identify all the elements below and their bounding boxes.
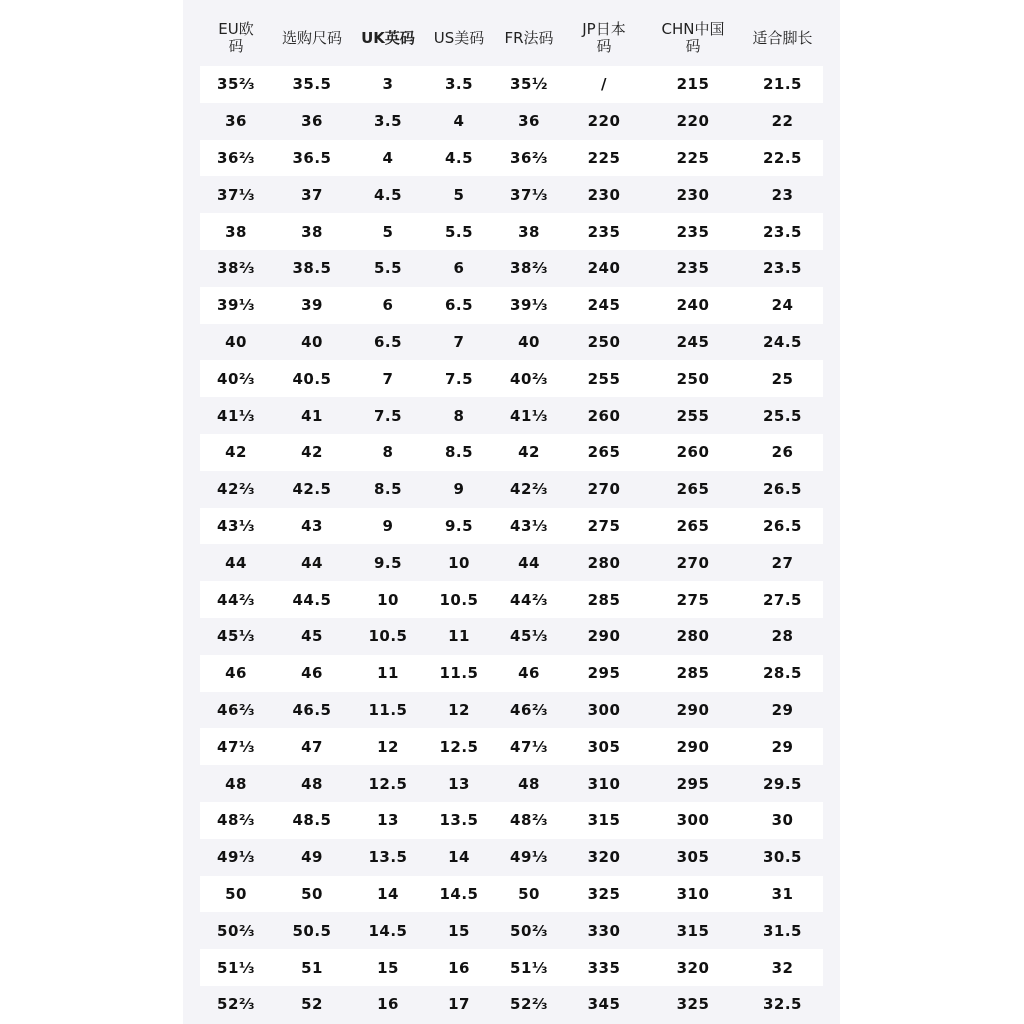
table-cell: 26: [771, 443, 794, 462]
table-cell: 40.5: [292, 369, 332, 388]
table-cell: 260: [676, 443, 710, 462]
table-cell: 36: [225, 112, 247, 131]
table-cell: 285: [587, 590, 621, 609]
column-header: 选购尺码: [281, 28, 342, 47]
table-row: [200, 471, 823, 508]
table-cell: 5.5: [444, 222, 474, 241]
table-cell: 50⅔: [217, 921, 255, 940]
column-header: EU欧 码: [218, 20, 254, 55]
table-cell: 38⅔: [217, 259, 255, 278]
table-row: [200, 655, 823, 692]
table-cell: 315: [587, 811, 621, 830]
table-cell: 17: [448, 995, 470, 1014]
table-cell: 235: [587, 222, 621, 241]
table-row: [200, 839, 823, 876]
table-cell: 39⅓: [510, 296, 548, 315]
table-cell: 240: [676, 296, 710, 315]
table-cell: 31.5: [762, 921, 802, 940]
table-cell: 285: [676, 664, 710, 683]
table-cell: 38⅔: [510, 259, 548, 278]
table-cell: 48: [518, 774, 540, 793]
table-cell: 15: [377, 958, 399, 977]
table-cell: 42⅔: [217, 480, 255, 499]
table-cell: 7: [382, 369, 394, 388]
table-cell: 45⅓: [510, 627, 548, 646]
table-cell: 10.5: [439, 590, 479, 609]
table-cell: 5: [453, 185, 465, 204]
table-cell: 13: [448, 774, 470, 793]
table-row: [200, 912, 823, 949]
table-cell: 13.5: [368, 848, 408, 867]
table-cell: 42: [225, 443, 247, 462]
table-cell: 11.5: [368, 700, 408, 719]
table-cell: 25: [771, 369, 794, 388]
table-cell: 26.5: [762, 480, 802, 499]
table-row: [200, 434, 823, 471]
table-cell: 47: [301, 737, 323, 756]
table-cell: 245: [587, 296, 621, 315]
table-cell: 4: [382, 148, 394, 167]
table-cell: 7: [453, 332, 465, 351]
table-row: [200, 66, 823, 103]
table-row: [200, 765, 823, 802]
table-cell: 320: [587, 848, 621, 867]
table-cell: 43⅓: [510, 516, 548, 535]
table-cell: 9: [382, 516, 394, 535]
table-cell: 51⅓: [217, 958, 255, 977]
table-cell: 4.5: [373, 185, 403, 204]
table-row: [200, 986, 823, 1023]
table-row: [200, 397, 823, 434]
table-cell: 7.5: [444, 369, 474, 388]
table-cell: 290: [676, 737, 710, 756]
table-cell: 250: [587, 332, 621, 351]
table-cell: 40: [225, 332, 247, 351]
table-cell: 46: [518, 664, 540, 683]
table-cell: 40: [301, 332, 323, 351]
table-cell: 35⅔: [217, 75, 255, 94]
table-cell: 46⅔: [510, 700, 548, 719]
table-cell: 3.5: [373, 112, 403, 131]
table-row: [200, 360, 823, 397]
table-cell: 38: [225, 222, 247, 241]
table-cell: 41: [301, 406, 323, 425]
table-row: [200, 140, 823, 177]
table-cell: 230: [587, 185, 621, 204]
table-cell: 36: [518, 112, 540, 131]
table-cell: 52⅔: [217, 995, 255, 1014]
column-header: JP日本 码: [582, 20, 626, 55]
table-cell: 27: [771, 553, 794, 572]
table-cell: 300: [587, 700, 621, 719]
table-cell: 6.5: [444, 296, 474, 315]
table-cell: 235: [676, 222, 710, 241]
table-cell: 29: [771, 737, 794, 756]
table-cell: 235: [676, 259, 710, 278]
table-cell: 245: [676, 332, 710, 351]
table-cell: 28: [771, 627, 794, 646]
table-cell: 260: [587, 406, 621, 425]
table-cell: 345: [587, 995, 621, 1014]
table-row: [200, 287, 823, 324]
column-header: US美码: [433, 28, 485, 47]
table-cell: 47⅓: [510, 737, 548, 756]
table-cell: 52: [301, 995, 323, 1014]
table-cell: 12: [448, 700, 470, 719]
table-cell: 275: [676, 590, 710, 609]
table-cell: 32: [771, 958, 794, 977]
table-cell: 23: [771, 185, 794, 204]
table-cell: 24: [771, 296, 794, 315]
table-cell: 41⅓: [217, 406, 255, 425]
column-header: 适合脚长: [752, 28, 813, 47]
table-cell: 52⅔: [510, 995, 548, 1014]
table-row: [200, 949, 823, 986]
table-cell: 31: [771, 884, 794, 903]
table-cell: 9.5: [373, 553, 403, 572]
table-cell: 50.5: [292, 921, 332, 940]
table-row: [200, 213, 823, 250]
table-cell: 50⅔: [510, 921, 548, 940]
table-cell: 35.5: [292, 75, 332, 94]
table-cell: 40: [518, 332, 540, 351]
table-cell: 46.5: [292, 700, 332, 719]
table-cell: 42: [301, 443, 323, 462]
table-cell: 12.5: [439, 737, 479, 756]
table-cell: 290: [676, 700, 710, 719]
table-cell: 4.5: [444, 148, 474, 167]
table-cell: 310: [587, 774, 621, 793]
table-cell: 43⅓: [217, 516, 255, 535]
table-row: [200, 544, 823, 581]
table-cell: 46: [301, 664, 323, 683]
table-cell: 14: [377, 884, 399, 903]
table-cell: 10: [377, 590, 399, 609]
table-cell: 8: [453, 406, 465, 425]
table-cell: 36⅔: [217, 148, 255, 167]
table-cell: 16: [377, 995, 399, 1014]
table-cell: 12.5: [368, 774, 408, 793]
table-cell: 14: [448, 848, 470, 867]
table-cell: 43: [301, 516, 323, 535]
table-cell: 44⅔: [510, 590, 548, 609]
table-cell: 280: [587, 553, 621, 572]
table-cell: 37⅓: [510, 185, 548, 204]
table-cell: 49⅓: [510, 848, 548, 867]
table-cell: 325: [676, 995, 710, 1014]
table-cell: 295: [587, 664, 621, 683]
table-cell: 44: [301, 553, 323, 572]
table-cell: 305: [587, 737, 621, 756]
table-cell: 265: [587, 443, 621, 462]
table-cell: 11: [377, 664, 399, 683]
table-cell: 11.5: [439, 664, 479, 683]
table-cell: 42⅔: [510, 480, 548, 499]
table-cell: 30.5: [762, 848, 802, 867]
table-row: [200, 176, 823, 213]
table-cell: 29: [771, 700, 794, 719]
table-cell: 10: [448, 553, 470, 572]
table-cell: 215: [676, 75, 710, 94]
table-row: [200, 618, 823, 655]
table-cell: 320: [676, 958, 710, 977]
table-cell: 42: [518, 443, 540, 462]
size-chart-header-row: [200, 10, 823, 66]
table-cell: 36: [301, 112, 323, 131]
table-cell: 15: [448, 921, 470, 940]
table-cell: 225: [676, 148, 710, 167]
table-cell: 275: [587, 516, 621, 535]
table-cell: 38: [301, 222, 323, 241]
table-cell: 8: [382, 443, 394, 462]
table-cell: 240: [587, 259, 621, 278]
table-cell: 8.5: [444, 443, 474, 462]
table-cell: 9.5: [444, 516, 474, 535]
table-cell: 21.5: [762, 75, 802, 94]
table-cell: 50: [301, 884, 323, 903]
table-cell: 36⅔: [510, 148, 548, 167]
table-cell: 8.5: [373, 480, 403, 499]
table-cell: 44: [518, 553, 540, 572]
table-cell: 5.5: [373, 259, 403, 278]
table-row: [200, 802, 823, 839]
table-cell: 40⅔: [510, 369, 548, 388]
table-cell: 315: [676, 921, 710, 940]
table-cell: 6.5: [373, 332, 403, 351]
table-row: [200, 103, 823, 140]
table-cell: 42.5: [292, 480, 332, 499]
table-cell: 38.5: [292, 259, 332, 278]
table-cell: 325: [587, 884, 621, 903]
table-cell: 46⅔: [217, 700, 255, 719]
table-cell: 265: [676, 516, 710, 535]
column-header: FR法码: [504, 28, 554, 47]
table-cell: 32.5: [762, 995, 802, 1014]
table-cell: 335: [587, 958, 621, 977]
table-cell: 22: [771, 112, 794, 131]
table-cell: 49⅓: [217, 848, 255, 867]
table-cell: 39⅓: [217, 296, 255, 315]
table-cell: 44: [225, 553, 247, 572]
table-cell: 300: [676, 811, 710, 830]
column-header: CHN中国 码: [661, 20, 725, 55]
table-cell: 5: [382, 222, 394, 241]
table-row: [200, 581, 823, 618]
table-cell: 45: [301, 627, 323, 646]
table-row: [200, 508, 823, 545]
table-cell: 225: [587, 148, 621, 167]
table-cell: 50: [225, 884, 247, 903]
table-cell: 270: [587, 480, 621, 499]
table-cell: 48: [225, 774, 247, 793]
table-cell: 41⅓: [510, 406, 548, 425]
table-cell: 14.5: [439, 884, 479, 903]
table-cell: 13: [377, 811, 399, 830]
size-chart-body: [200, 66, 823, 1023]
table-cell: 255: [587, 369, 621, 388]
table-cell: 12: [377, 737, 399, 756]
table-row: [200, 250, 823, 287]
table-cell: 28.5: [762, 664, 802, 683]
table-cell: 10.5: [368, 627, 408, 646]
table-row: [200, 728, 823, 765]
column-header: UK英码: [361, 28, 415, 47]
table-cell: 9: [453, 480, 465, 499]
table-cell: 295: [676, 774, 710, 793]
table-cell: 48: [301, 774, 323, 793]
table-cell: 26.5: [762, 516, 802, 535]
table-cell: 38: [518, 222, 540, 241]
table-cell: 230: [676, 185, 710, 204]
table-cell: 6: [453, 259, 465, 278]
table-cell: 25.5: [762, 406, 802, 425]
table-cell: 22.5: [762, 148, 802, 167]
table-cell: 39: [301, 296, 323, 315]
table-cell: 27.5: [762, 590, 802, 609]
table-cell: 37: [301, 185, 323, 204]
table-cell: 330: [587, 921, 621, 940]
table-cell: 310: [676, 884, 710, 903]
table-cell: 49: [301, 848, 323, 867]
table-cell: 45⅓: [217, 627, 255, 646]
table-cell: 290: [587, 627, 621, 646]
table-cell: 220: [587, 112, 621, 131]
table-cell: 44.5: [292, 590, 332, 609]
table-cell: 280: [676, 627, 710, 646]
table-cell: 48⅔: [510, 811, 548, 830]
table-cell: 51⅓: [510, 958, 548, 977]
table-cell: 40⅔: [217, 369, 255, 388]
table-row: [200, 692, 823, 729]
table-cell: 48.5: [292, 811, 332, 830]
table-row: [200, 876, 823, 913]
table-cell: 47⅓: [217, 737, 255, 756]
table-cell: 23.5: [762, 259, 802, 278]
table-row: [200, 324, 823, 361]
table-cell: 24.5: [762, 332, 802, 351]
table-cell: 13.5: [439, 811, 479, 830]
table-cell: 4: [453, 112, 465, 131]
table-cell: 51: [301, 958, 323, 977]
table-cell: 220: [676, 112, 710, 131]
table-cell: 255: [676, 406, 710, 425]
table-cell: 250: [676, 369, 710, 388]
table-cell: 36.5: [292, 148, 332, 167]
table-cell: 7.5: [373, 406, 403, 425]
table-cell: 30: [771, 811, 794, 830]
table-cell: 6: [382, 296, 394, 315]
table-cell: 270: [676, 553, 710, 572]
table-cell: 35½: [510, 75, 548, 94]
table-cell: 14.5: [368, 921, 408, 940]
table-cell: 46: [225, 664, 247, 683]
table-cell: 16: [448, 958, 470, 977]
table-cell: 3.5: [444, 75, 474, 94]
table-cell: 23.5: [762, 222, 802, 241]
table-cell: 50: [518, 884, 540, 903]
table-cell: 3: [382, 75, 394, 94]
table-cell: 305: [676, 848, 710, 867]
table-cell: 44⅔: [217, 590, 255, 609]
table-cell: 265: [676, 480, 710, 499]
size-chart-panel: [183, 0, 840, 1024]
table-cell: 37⅓: [217, 185, 255, 204]
table-cell: 48⅔: [217, 811, 255, 830]
table-cell: 29.5: [762, 774, 802, 793]
table-cell: 11: [448, 627, 470, 646]
table-cell: /: [601, 75, 607, 94]
